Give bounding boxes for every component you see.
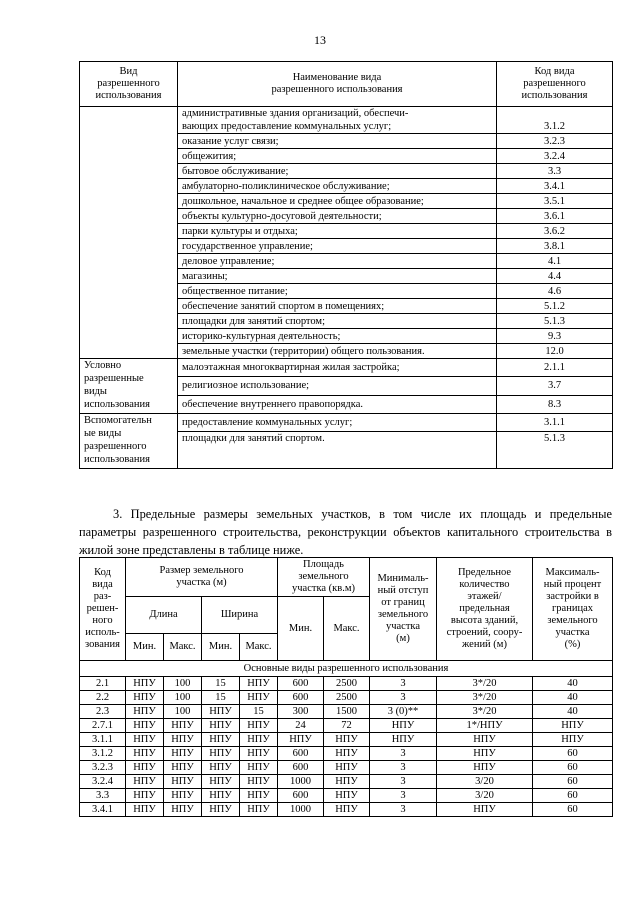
use-name: религиозное использование; — [178, 377, 497, 395]
cell-length-min: НПУ — [126, 761, 164, 775]
use-code: 3.3 — [497, 164, 613, 179]
use-name: историко-культурная деятельность; — [178, 329, 497, 344]
cell-width-max: НПУ — [240, 789, 278, 803]
cell-code: 2.3 — [80, 705, 126, 719]
cell-floors-height: 3/20 — [437, 789, 533, 803]
cell-coverage: 60 — [533, 789, 613, 803]
use-code: 3.1.2 — [497, 107, 613, 134]
cell-area-max: НПУ — [324, 747, 370, 761]
cell-floors-height: 3*/20 — [437, 691, 533, 705]
use-code: 3.8.1 — [497, 239, 613, 254]
use-code: 2.1.1 — [497, 359, 613, 377]
cell-length-max: НПУ — [164, 761, 202, 775]
cell-floors-height: 3*/20 — [437, 705, 533, 719]
cell-width-min: 15 — [202, 691, 240, 705]
cell-length-min: НПУ — [126, 719, 164, 733]
cell-area-min: 1000 — [278, 775, 324, 789]
cell-area-max: 1500 — [324, 705, 370, 719]
use-name: обеспечение внутреннего правопорядка. — [178, 395, 497, 413]
cell-area-min: 600 — [278, 677, 324, 691]
use-name: оказание услуг связи; — [178, 134, 497, 149]
permitted-uses-table — [79, 61, 613, 469]
header-area: Площадь земельного участка (кв.м) — [278, 558, 370, 597]
header-width: Ширина — [202, 597, 278, 634]
cell-length-max: 100 — [164, 705, 202, 719]
use-code: 4.1 — [497, 254, 613, 269]
cell-setback: 3 — [370, 691, 437, 705]
table-row — [80, 789, 613, 803]
cell-width-max: 15 — [240, 705, 278, 719]
cell-area-max: 2500 — [324, 677, 370, 691]
cell-floors-height: 3*/20 — [437, 677, 533, 691]
cell-code: 3.1.1 — [80, 733, 126, 747]
use-code: 3.2.3 — [497, 134, 613, 149]
table-row — [80, 803, 613, 817]
cell-width-min: НПУ — [202, 775, 240, 789]
cell-width-max: НПУ — [240, 733, 278, 747]
cell-coverage: 60 — [533, 775, 613, 789]
use-code: 4.6 — [497, 284, 613, 299]
use-code: 3.7 — [497, 377, 613, 395]
cell-width-max: НПУ — [240, 803, 278, 817]
use-code: 3.2.4 — [497, 149, 613, 164]
use-name: административные здания организаций, обеспечи- вающих предоставление коммунальных услуг; — [178, 107, 497, 134]
use-name: площадки для занятий спортом; — [178, 314, 497, 329]
cell-coverage: 40 — [533, 677, 613, 691]
cell-area-max: НПУ — [324, 761, 370, 775]
cell-coverage: НПУ — [533, 733, 613, 747]
cell-length-min: НПУ — [126, 677, 164, 691]
cell-area-min: 600 — [278, 691, 324, 705]
cell-area-max: НПУ — [324, 789, 370, 803]
header-length-min: Мин. — [126, 634, 164, 661]
page-number: 13 — [314, 33, 326, 47]
header-category: Вид разрешенного использования — [80, 62, 178, 107]
cell-length-min: НПУ — [126, 803, 164, 817]
use-name: деловое управление; — [178, 254, 497, 269]
cell-width-min: НПУ — [202, 803, 240, 817]
cell-length-max: НПУ — [164, 789, 202, 803]
cell-code: 3.2.3 — [80, 761, 126, 775]
table-row — [80, 677, 613, 691]
header-width-min: Мин. — [202, 634, 240, 661]
cell-length-min: НПУ — [126, 747, 164, 761]
cell-area-min: 600 — [278, 761, 324, 775]
table-row — [80, 691, 613, 705]
parameters-table — [79, 557, 613, 817]
use-name: общественное питание; — [178, 284, 497, 299]
use-name: земельные участки (территории) общего пользования. — [178, 344, 497, 359]
cell-code: 2.7.1 — [80, 719, 126, 733]
category-conditional: Условно разрешенные виды использования — [80, 359, 178, 414]
table-row — [80, 733, 613, 747]
cell-setback: 3 — [370, 761, 437, 775]
cell-area-max: НПУ — [324, 803, 370, 817]
cell-floors-height: 1*/НПУ — [437, 719, 533, 733]
cell-code: 3.1.2 — [80, 747, 126, 761]
cell-length-min: НПУ — [126, 691, 164, 705]
cell-area-max: 2500 — [324, 691, 370, 705]
cell-coverage: НПУ — [533, 719, 613, 733]
header-coverage: Максималь- ный процент застройки в границах земельного участка (%) — [533, 558, 613, 661]
category-auxiliary: Вспомогательн ые виды разрешенного использования — [80, 414, 178, 469]
cell-length-min: НПУ — [126, 705, 164, 719]
paragraph-3: 3. Предельные размеры земельных участков, в том числе их площадь и предельные параметры разрешенного строительства, реконструкции объектов капитального строительства в жилой зоне представлены в таблице ниже. — [79, 507, 612, 557]
header-area-max: Макс. — [324, 597, 370, 661]
cell-setback: НПУ — [370, 733, 437, 747]
header-floors: Предельное количество этажей/ предельная высота зданий, строений, соору- жений (м) — [437, 558, 533, 661]
table-row — [80, 719, 613, 733]
use-name: объекты культурно-досуговой деятельности; — [178, 209, 497, 224]
cell-setback: 3 — [370, 803, 437, 817]
cell-length-max: 100 — [164, 677, 202, 691]
cell-code: 3.3 — [80, 789, 126, 803]
use-code: 5.1.2 — [497, 299, 613, 314]
cell-length-max: НПУ — [164, 733, 202, 747]
use-name: площадки для занятий спортом. — [178, 431, 497, 468]
cell-area-max: 72 — [324, 719, 370, 733]
table-row — [80, 359, 613, 377]
cell-code: 2.1 — [80, 677, 126, 691]
cell-floors-height: НПУ — [437, 733, 533, 747]
cell-coverage: 40 — [533, 691, 613, 705]
cell-width-max: НПУ — [240, 691, 278, 705]
header-width-max: Макс. — [240, 634, 278, 661]
cell-setback: 3 — [370, 789, 437, 803]
use-name: предоставление коммунальных услуг; — [178, 414, 497, 432]
header-length-max: Макс. — [164, 634, 202, 661]
use-name: малоэтажная многоквартирная жилая застройка; — [178, 359, 497, 377]
use-code: 3.5.1 — [497, 194, 613, 209]
cell-area-max: НПУ — [324, 733, 370, 747]
cell-length-max: НПУ — [164, 803, 202, 817]
use-code: 3.1.1 — [497, 414, 613, 432]
cell-area-min: 1000 — [278, 803, 324, 817]
cell-width-min: 15 — [202, 677, 240, 691]
cell-width-min: НПУ — [202, 733, 240, 747]
use-name: государственное управление; — [178, 239, 497, 254]
use-name: общежития; — [178, 149, 497, 164]
use-name: парки культуры и отдыха; — [178, 224, 497, 239]
use-name: магазины; — [178, 269, 497, 284]
cell-width-min: НПУ — [202, 747, 240, 761]
table-row — [80, 414, 613, 432]
table-row — [80, 107, 613, 134]
cell-area-min: 600 — [278, 789, 324, 803]
cell-area-min: 24 — [278, 719, 324, 733]
use-code: 4.4 — [497, 269, 613, 284]
cell-setback: 3 (0)** — [370, 705, 437, 719]
cell-code: 2.2 — [80, 691, 126, 705]
cell-width-max: НПУ — [240, 775, 278, 789]
use-code: 9.3 — [497, 329, 613, 344]
table-row — [80, 747, 613, 761]
cell-width-min: НПУ — [202, 789, 240, 803]
use-code: 3.4.1 — [497, 179, 613, 194]
table-row — [80, 775, 613, 789]
cell-area-min: НПУ — [278, 733, 324, 747]
use-name: амбулаторно-поликлиническое обслуживание; — [178, 179, 497, 194]
cell-area-min: 600 — [278, 747, 324, 761]
cell-coverage: 60 — [533, 761, 613, 775]
cell-floors-height: НПУ — [437, 761, 533, 775]
cell-width-min: НПУ — [202, 761, 240, 775]
cell-length-max: НПУ — [164, 747, 202, 761]
use-name: обеспечение занятий спортом в помещениях; — [178, 299, 497, 314]
cell-area-min: 300 — [278, 705, 324, 719]
cell-length-min: НПУ — [126, 789, 164, 803]
cell-width-min: НПУ — [202, 705, 240, 719]
cell-width-min: НПУ — [202, 719, 240, 733]
header-code: Код вида раз- решен- ного исполь- зования — [80, 558, 126, 661]
cell-length-min: НПУ — [126, 733, 164, 747]
cell-coverage: 40 — [533, 705, 613, 719]
cell-width-max: НПУ — [240, 719, 278, 733]
header-code: Код вида разрешенного использования — [497, 62, 613, 107]
cell-setback: НПУ — [370, 719, 437, 733]
header-name: Наименование вида разрешенного использования — [178, 62, 497, 107]
cell-width-max: НПУ — [240, 677, 278, 691]
header-length: Длина — [126, 597, 202, 634]
cell-coverage: 60 — [533, 803, 613, 817]
use-code: 12.0 — [497, 344, 613, 359]
cell-floors-height: НПУ — [437, 747, 533, 761]
category-main — [80, 107, 178, 359]
cell-area-max: НПУ — [324, 775, 370, 789]
use-name: бытовое обслуживание; — [178, 164, 497, 179]
header-area-min: Мин. — [278, 597, 324, 661]
section-row — [80, 661, 613, 677]
cell-floors-height: 3/20 — [437, 775, 533, 789]
use-code: 3.6.2 — [497, 224, 613, 239]
cell-setback: 3 — [370, 775, 437, 789]
cell-code: 3.2.4 — [80, 775, 126, 789]
cell-length-min: НПУ — [126, 775, 164, 789]
table-row — [80, 705, 613, 719]
header-plot-size: Размер земельного участка (м) — [126, 558, 278, 597]
cell-floors-height: НПУ — [437, 803, 533, 817]
use-code: 8.3 — [497, 395, 613, 413]
cell-setback: 3 — [370, 677, 437, 691]
header-setback: Минималь- ный отступ от границ земельного участка (м) — [370, 558, 437, 661]
cell-length-max: НПУ — [164, 719, 202, 733]
use-code: 5.1.3 — [497, 431, 613, 468]
cell-code: 3.4.1 — [80, 803, 126, 817]
section-title: Основные виды разрешенного использования — [80, 661, 613, 677]
use-code: 5.1.3 — [497, 314, 613, 329]
use-name: дошкольное, начальное и среднее общее образование; — [178, 194, 497, 209]
use-code: 3.6.1 — [497, 209, 613, 224]
cell-length-max: 100 — [164, 691, 202, 705]
cell-coverage: 60 — [533, 747, 613, 761]
cell-length-max: НПУ — [164, 775, 202, 789]
table-row — [80, 761, 613, 775]
cell-width-max: НПУ — [240, 761, 278, 775]
cell-width-max: НПУ — [240, 747, 278, 761]
cell-setback: 3 — [370, 747, 437, 761]
